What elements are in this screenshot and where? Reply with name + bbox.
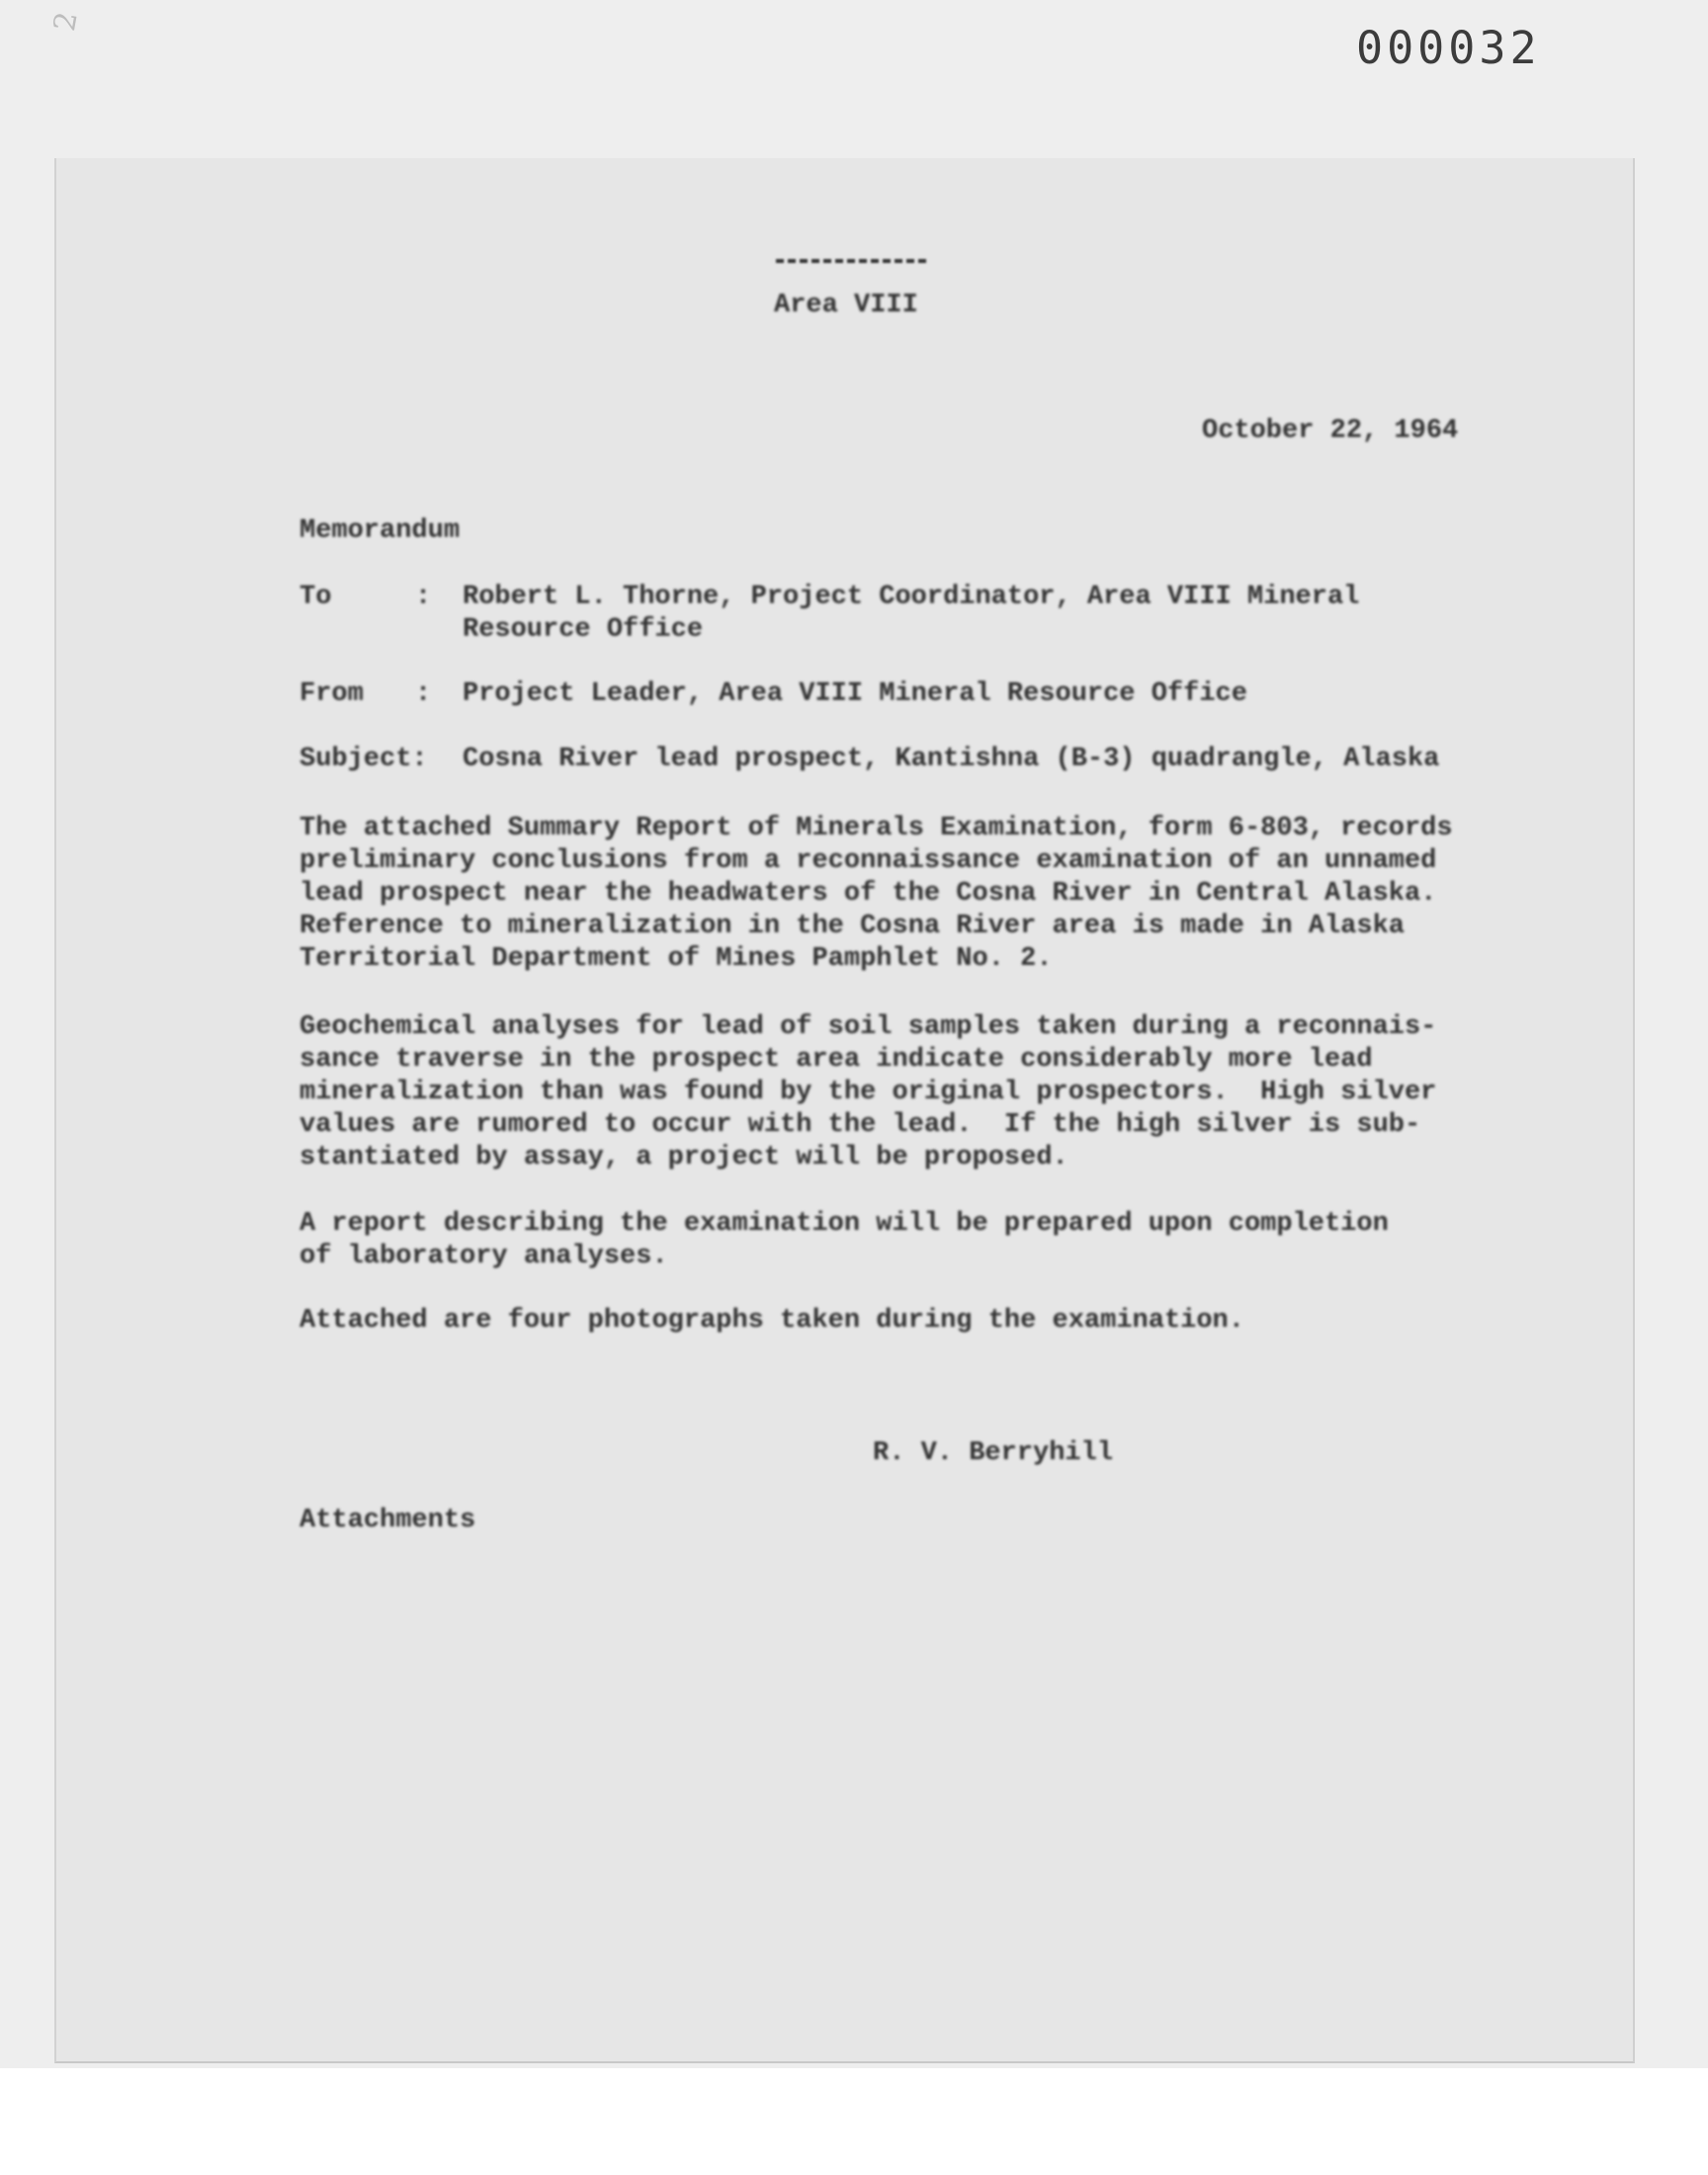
subject-value: Cosna River lead prospect, Kantishna (B-3) quadrangle, Alaska — [463, 744, 1440, 774]
memo-type-label: Memorandum — [299, 516, 461, 546]
signature-name: R. V. Berryhill — [873, 1438, 1114, 1468]
from-colon: : — [415, 679, 432, 709]
from-sender: Project Leader, Area VIII Mineral Resource Office — [463, 679, 1247, 709]
body-paragraph-4: Attached are four photographs taken during the examination. — [299, 1306, 1244, 1336]
to-label: To — [299, 582, 332, 612]
memo-date: October 22, 1964 — [1202, 416, 1459, 446]
heading: Area VIII — [774, 291, 918, 320]
corner-handwritten-mark: 2 — [47, 9, 85, 35]
to-colon: : — [415, 582, 432, 612]
body-paragraph-1: The attached Summary Report of Minerals Examination, form 6-803, records preliminary conclusions from a reconnaissance examination of an unnamed lead prospect near the headwaters of the Cosna River in Central Alaska. Reference to mineralization in the Cosna River area is made in Alaska Territorial Department of Mines Pamphlet No. 2. — [299, 814, 1453, 974]
from-label: From — [299, 679, 364, 709]
page-number: 000032 — [1356, 22, 1541, 74]
subject-label: Subject: — [299, 744, 428, 774]
heading-dash-rule — [776, 259, 926, 263]
attachments-label: Attachments — [299, 1506, 476, 1535]
body-paragraph-3: A report describing the examination will be prepared upon completion of laboratory analyses. — [299, 1209, 1389, 1271]
to-recipient: Robert L. Thorne, Project Coordinator, Area VIII Mineral Resource Office — [463, 582, 1360, 645]
body-paragraph-2: Geochemical analyses for lead of soil samples taken during a reconnais- sance traverse in the prospect area indicate considerably more lead mineralization than was found by the original prospectors. High silver values are rumored to occur with the lead. If the high silver is sub- stantiated by assay, a project will be proposed. — [299, 1012, 1437, 1173]
